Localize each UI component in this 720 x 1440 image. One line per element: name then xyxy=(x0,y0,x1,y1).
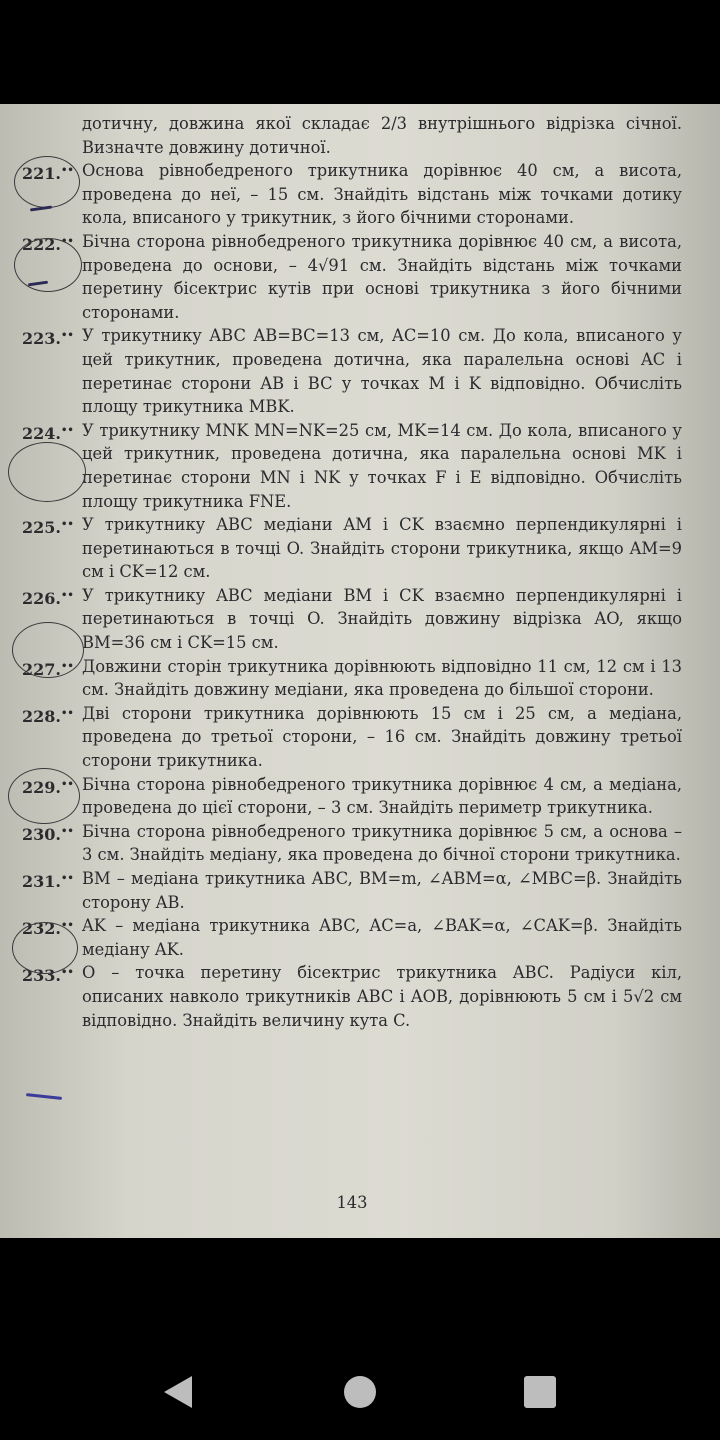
recent-apps-icon[interactable] xyxy=(524,1376,556,1408)
problem-text: O – точка перетину бісектрис трикутника ABC. Радіуси кіл, описаних навколо трикутників ABC і AOB, дорівнюють 5 см і 5√2 см відповідно. Знайдіть величину кута C. xyxy=(82,963,682,1030)
android-nav-bar xyxy=(0,1238,720,1440)
problem-number: 222.•• xyxy=(22,234,74,254)
problem-222 xyxy=(22,230,682,324)
problem-text: У трикутнику ABC AB=BC=13 см, AC=10 см. До кола, вписаного у цей трикутник, проведена дотична, яка паралельна основі AC і перетинає сторони AB і BC у точках M і K відповідно. Обчисліть площу трикутника MBK. xyxy=(82,326,682,417)
problem-text: BM – медіана трикутника ABC, BM=m, ∠ABM=α, ∠MBC=β. Знайдіть сторону AB. xyxy=(82,869,682,912)
book-page-photo xyxy=(0,104,720,1238)
problem-number: 227.•• xyxy=(22,659,74,679)
problem-text: Бічна сторона рівнобедреного трикутника дорівнює 5 см, а основа – 3 см. Знайдіть медіану, яка проведена до бічної сторони трикутника. xyxy=(82,821,682,865)
pen-tick-mark xyxy=(26,1093,62,1100)
problem-text: Дві сторони трикутника дорівнюють 15 см і 25 см, а медіана, проведена до третьої сторони, – 16 см. Знайдіть довжину третьої сторони трикутника. xyxy=(82,703,682,771)
textbook-page xyxy=(22,112,682,1032)
problem-number: 224.•• xyxy=(22,423,74,443)
problem-232 xyxy=(22,914,682,961)
problem-230 xyxy=(22,820,682,867)
page-number: 143 xyxy=(336,1193,368,1212)
problem-text: Довжини сторін трикутника дорівнюють відповідно 11 см, 12 см і 13 см. Знайдіть довжину медіани, яка проведена до більшої сторони. xyxy=(82,656,682,700)
problem-223 xyxy=(22,324,682,418)
back-icon[interactable] xyxy=(164,1376,192,1408)
home-icon[interactable] xyxy=(344,1376,376,1408)
problem-224 xyxy=(22,419,682,513)
problem-number: 233.•• xyxy=(22,966,74,986)
problem-231 xyxy=(22,867,682,914)
problem-text: Бічна сторона рівнобедреного трикутника дорівнює 40 см, а висота, проведена до основи, – 4√91 см. Знайдіть відстань між точками перетину бісектрис кутів при основі трикутника з його бічними сторонами. xyxy=(82,231,682,322)
problem-228 xyxy=(22,702,682,773)
problem-221 xyxy=(22,159,682,230)
problem-number: 223.•• xyxy=(22,329,74,349)
problem-233 xyxy=(22,961,682,1032)
problem-number: 230.•• xyxy=(22,824,74,844)
problem-text: Бічна сторона рівнобедреного трикутника дорівнює 4 см, а медіана, проведена до цієї сторони, – 3 см. Знайдіть периметр трикутника. xyxy=(82,774,682,818)
problem-text: Основа рівнобедреного трикутника дорівнює 40 см, а висота, проведена до неї, – 15 см. Знайдіть відстань між точками дотику кола, вписаного у трикутник, з його бічними сторонами. xyxy=(82,161,682,228)
problem-number: 225.•• xyxy=(22,518,74,538)
problem-225 xyxy=(22,513,682,584)
problem-text: У трикутнику MNK MN=NK=25 см, MK=14 см. До кола, вписаного у цей трикутник, проведена дотична, яка паралельна основі MK і перетинає сторони MN і NK у точках F і E відповідно. Обчисліть площу трикутника FNE. xyxy=(82,420,682,511)
problem-text: AK – медіана трикутника ABC, AC=a, ∠BAK=α, ∠CAK=β. Знайдіть медіану AK. xyxy=(82,916,682,959)
problem-number: 229.•• xyxy=(22,777,74,797)
intro-text: дотичну, довжина якої складає 2/3 внутрішнього відрізка січної. Визначте довжину дотичної. xyxy=(82,114,682,157)
problem-number: 231.•• xyxy=(22,872,74,891)
problem-229 xyxy=(22,773,682,820)
problem-text: У трикутнику ABC медіани BM і CK взаємно перпендикулярні і перетинаються в точці O. Знайдіть довжину відрізка AO, якщо BM=36 см і CK=15 см. xyxy=(82,585,682,653)
problem-number: 228.•• xyxy=(22,706,74,726)
problem-number: 232.•• xyxy=(22,919,74,939)
problem-226 xyxy=(22,584,682,655)
problem-text: У трикутнику ABC медіани AM і CK взаємно перпендикулярні і перетинаються в точці O. Знайдіть сторони трикутника, якщо AM=9 см і CK=12 см. xyxy=(82,515,682,582)
problem-227 xyxy=(22,655,682,702)
problem-number: 226.•• xyxy=(22,588,74,608)
problem-number: 221.•• xyxy=(22,164,74,184)
